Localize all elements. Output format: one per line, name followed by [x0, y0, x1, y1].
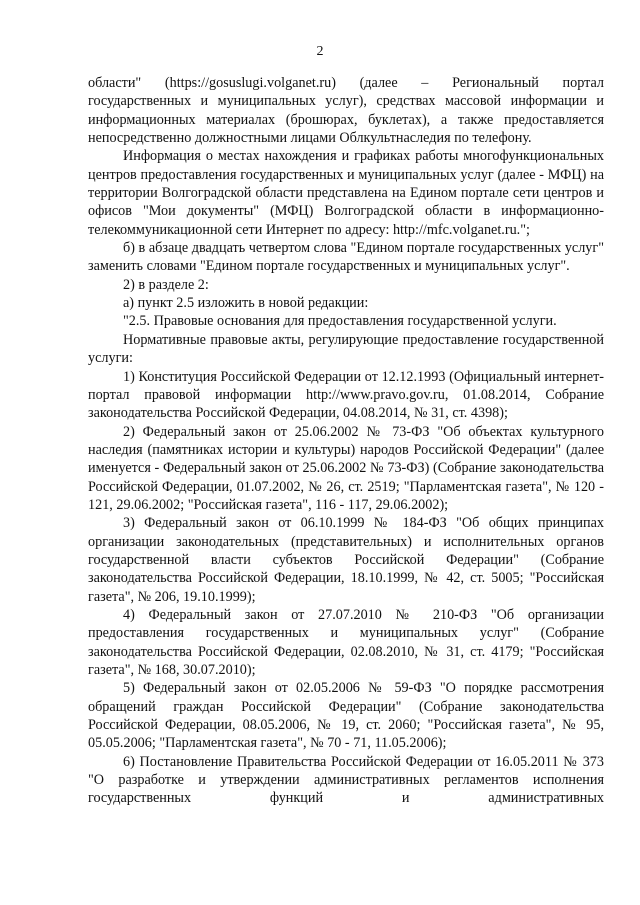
list-item-resolution-373: 6) Постановление Правительства Российской Федерации от 16.05.2011 № 373 "О разработке и утверждении административных регламентов исполнения государственных функций и административных	[88, 753, 604, 807]
list-item-law-210-fz: 4) Федеральный закон от 27.07.2010 № 210-ФЗ "Об организации предоставления государственных и муниципальных услуг" (Собрание законодательства Российской Федерации, 02.08.2010, № 31, ст. 4179; "Российская газета", № 168, 30.07.2010);	[88, 606, 604, 678]
list-item-law-184-fz: 3) Федеральный закон от 06.10.1999 № 184-ФЗ "Об общих принципах организации законодательных (представительных) и исполнительных органов государственной власти субъектов Российской Федерации" (Собрание законодательства Российской Федерации, 18.10.1999, № 42, ст. 5005; "Российская газета", № 206, 19.10.1999);	[88, 515, 604, 605]
list-item-constitution: 1) Конституция Российской Федерации от 12.12.1993 (Официальный интернет-портал правовой информации http://www.pravo.gov.ru, 01.08.2014, Собрание законодательства Российской Федерации, 04.08.2014, № 31, ст. 4398);	[88, 368, 604, 422]
paragraph-item-2-5: "2.5. Правовые основания для предоставления государственной услуги.	[123, 313, 557, 330]
paragraph-normative-acts: Нормативные правовые акты, регулирующие предоставление государственной услуги:	[88, 331, 604, 367]
paragraph-section-2: 2) в разделе 2:	[123, 276, 209, 293]
paragraph-portal-info: области" (https://gosuslugi.volganet.ru) (далее – Региональный портал государственных и муниципальных услуг), средствах массовой информации и информационных материалах (брошюрах, буклетах), а также предоставляется непосредственно должностными лицами Облкультнаследия по телефону.	[88, 75, 604, 147]
paragraph-amendment-a: а) пункт 2.5 изложить в новой редакции:	[123, 295, 369, 312]
list-item-law-59-fz: 5) Федеральный закон от 02.05.2006 № 59-ФЗ "О порядке рассмотрения обращений граждан Российской Федерации" (Собрание законодательства Российской Федерации, 08.05.2006, № 19, ст. 2060; "Российская газета", № 95, 05.05.2006; "Парламентская газета", № 70 - 71, 11.05.2006);	[88, 680, 604, 752]
document-body	[88, 74, 604, 808]
list-item-law-73-fz: 2) Федеральный закон от 25.06.2002 № 73-ФЗ "Об объектах культурного наследия (памятниках истории и культуры) народов Российской Федерации" (далее именуется - Федеральный закон от 25.06.2002 № 73-ФЗ) (Собрание законодательства Российской Федерации, 01.07.2002, № 26, ст. 2519; "Парламентская газета", № 120 - 121, 29.06.2002; "Российская газета", 116 - 117, 29.06.2002);	[88, 423, 604, 513]
page-number: 2	[316, 44, 324, 59]
paragraph-mfc-info: Информация о местах нахождения и графиках работы многофункциональных центров предоставления государственных и муниципальных услуг (далее - МФЦ) на территории Волгоградской области представлена на Едином портале сети центров и офисов "Мои документы" (МФЦ) Волгоградской области в информационно-телекоммуникационной сети Интернет по адресу: http://mfc.volganet.ru.";	[88, 148, 604, 238]
paragraph-amendment-b: б) в абзаце двадцать четвертом слова "Едином портале государственных услуг" заменить словами "Едином портале государственных и муниципальных услуг".	[88, 240, 604, 275]
